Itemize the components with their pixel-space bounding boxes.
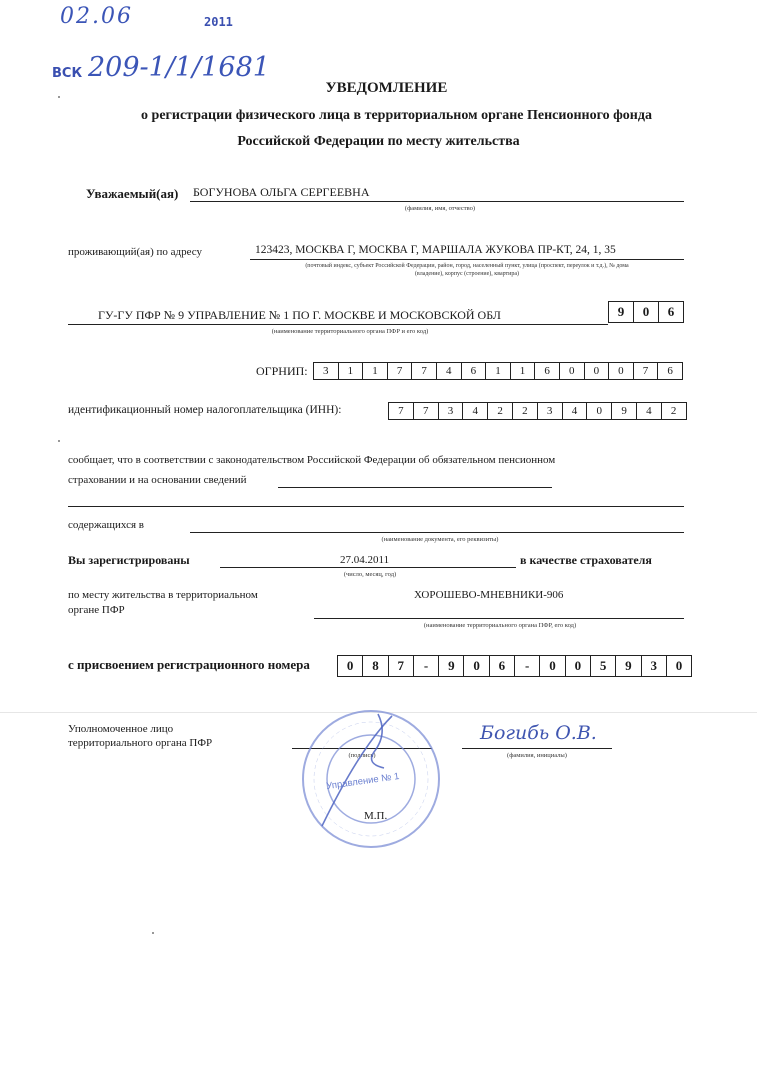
residence-value: ХОРОШЕВО-МНЕВНИКИ-906	[414, 589, 564, 601]
contained-underline	[190, 532, 684, 533]
handwritten-name: Богибь О.В.	[480, 722, 597, 744]
reg-number-char: 0	[675, 658, 683, 673]
residence-underline	[314, 618, 684, 619]
residence-label-line1: по месту жительства в территориальном	[68, 589, 258, 601]
ogrnip-digit: 6	[462, 363, 487, 379]
body-line1: сообщает, что в соответствии с законодательством Российской Федерации об обязательном пенсионном	[68, 454, 556, 466]
scan-speck	[152, 932, 154, 934]
addressee-name: БОГУНОВА ОЛЬГА СЕРГЕЕВНА	[193, 185, 370, 199]
residence-label-line2: органе ПФР	[68, 604, 125, 616]
addressee-label: Уважаемый(ая)	[86, 186, 179, 201]
inn-digit: 3	[439, 403, 464, 419]
ogrnip-digit: 3	[314, 363, 339, 379]
ogrnip-digit: 7	[388, 363, 413, 379]
contained-caption: (наименование документа, его реквизиты)	[381, 536, 499, 543]
registration-as-label: в качестве страхователя	[520, 553, 652, 567]
registration-date-caption: (число, месяц, год)	[343, 571, 397, 578]
inn-digit: 4	[463, 403, 488, 419]
ogrnip-digit: 1	[339, 363, 364, 379]
ogrnip-boxes	[313, 362, 683, 380]
ogrnip-digit: 1	[363, 363, 388, 379]
inn-digit: 4	[563, 403, 588, 419]
body-full-underline	[68, 506, 684, 507]
contained-label: содержащихся в	[68, 519, 144, 531]
reg-number-char: -	[515, 656, 540, 676]
inn-digit: 2	[513, 403, 538, 419]
incoming-date-stamp: 02.06	[60, 4, 133, 29]
address-caption-line2: (владение), корпус (строение), квартира)	[414, 271, 520, 277]
ogrnip-digit: 1	[486, 363, 511, 379]
signature-caption: (подпись)	[348, 752, 376, 759]
pfr-organ-name: ГУ-ГУ ПФР № 9 УПРАВЛЕНИЕ № 1 ПО Г. МОСКВЕ И МОСКОВСКОЙ ОБЛ	[98, 308, 501, 322]
ogrnip-digit: 0	[609, 363, 634, 379]
ogrnip-digit: 0	[560, 363, 585, 379]
pfr-organ-code-boxes	[608, 301, 684, 323]
reg-number-char: 0	[464, 656, 489, 676]
ogrnip-digit: 6	[667, 365, 673, 377]
ogrnip-digit: 4	[437, 363, 462, 379]
reg-number-char: 0	[566, 656, 591, 676]
reg-number-label: с присвоением регистрационного номера	[68, 657, 310, 672]
incoming-prefix-stamp: ВСК	[52, 66, 83, 81]
inn-digit: 0	[587, 403, 612, 419]
ogrnip-digit: 1	[511, 363, 536, 379]
reg-number-char: 6	[490, 656, 515, 676]
registration-label: Вы зарегистрированы	[68, 553, 190, 567]
inn-digit: 9	[612, 403, 637, 419]
seal-place-label: М.П.	[364, 810, 388, 822]
reg-number-boxes	[337, 655, 692, 677]
reg-number-char: 3	[642, 656, 667, 676]
reg-number-char: 5	[591, 656, 616, 676]
ogrnip-label: ОГРНИП:	[256, 364, 308, 378]
inn-digit: 7	[414, 403, 439, 419]
residence-caption: (наименование территориального органа ПФР, его код)	[423, 622, 577, 629]
ogrnip-digit: 0	[585, 363, 610, 379]
scan-speck	[58, 96, 60, 98]
inn-digit: 3	[538, 403, 563, 419]
pfr-code-digit: 9	[609, 302, 634, 322]
reg-number-char: 9	[439, 656, 464, 676]
pfr-organ-caption: (наименование территориального органа ПФР и его код)	[271, 328, 429, 335]
ogrnip-digit: 6	[535, 363, 560, 379]
scan-speck	[58, 440, 60, 442]
document-subtitle-line2: Российской Федерации по месту жительства	[237, 134, 520, 149]
registration-date: 27.04.2011	[340, 554, 390, 566]
incoming-year-stamp: 2011	[204, 15, 233, 29]
reg-number-char: 7	[389, 656, 414, 676]
reg-number-char: 8	[363, 656, 388, 676]
inn-boxes	[388, 402, 687, 420]
reg-number-char: 0	[540, 656, 565, 676]
pfr-organ-underline	[68, 324, 608, 325]
inn-digit: 2	[488, 403, 513, 419]
registration-date-underline	[220, 567, 516, 568]
inn-label: идентификационный номер налогоплательщика (ИНН):	[68, 404, 342, 416]
inn-digit: 4	[637, 403, 662, 419]
reg-number-char: 0	[338, 656, 363, 676]
reg-number-char: 9	[616, 656, 641, 676]
pfr-code-digit: 6	[667, 304, 675, 319]
stamp-center-text: Управление № 1	[325, 770, 400, 793]
address-underline	[250, 259, 684, 260]
ogrnip-digit: 7	[412, 363, 437, 379]
document-title: УВЕДОМЛЕНИЕ	[325, 80, 448, 96]
inn-digit: 2	[670, 405, 677, 417]
inn-digit: 7	[389, 403, 414, 419]
address-label: проживающий(ая) по адресу	[68, 246, 203, 258]
signatory-label-line2: территориального органа ПФР	[68, 737, 213, 749]
reg-number-char: -	[414, 656, 439, 676]
incoming-number-handwritten: 209-1/1/1681	[88, 52, 270, 83]
addressee-caption: (фамилия, имя, отчество)	[404, 205, 476, 212]
address-value: 123423, МОСКВА Г, МОСКВА Г, МАРШАЛА ЖУКОВА ПР-КТ, 24, 1, 35	[255, 244, 616, 256]
ogrnip-digit: 7	[634, 363, 659, 379]
pfr-code-digit: 0	[634, 302, 659, 322]
signatory-label-line1: Уполномоченное лицо	[68, 723, 174, 735]
body-line2: страховании и на основании сведений	[68, 474, 247, 486]
body-sources-underline	[278, 487, 552, 488]
document-subtitle-line1: о регистрации физического лица в территориальном органе Пенсионного фонда	[141, 108, 652, 123]
name-caption: (фамилия, инициалы)	[507, 752, 567, 759]
address-caption-line1: (почтовый индекс, субъект Российской Федерации, район, город, населенный пункт, улица (проспект, переулок и т.д.), № дома	[305, 263, 629, 269]
name-underline	[462, 748, 612, 749]
addressee-underline	[190, 201, 684, 202]
